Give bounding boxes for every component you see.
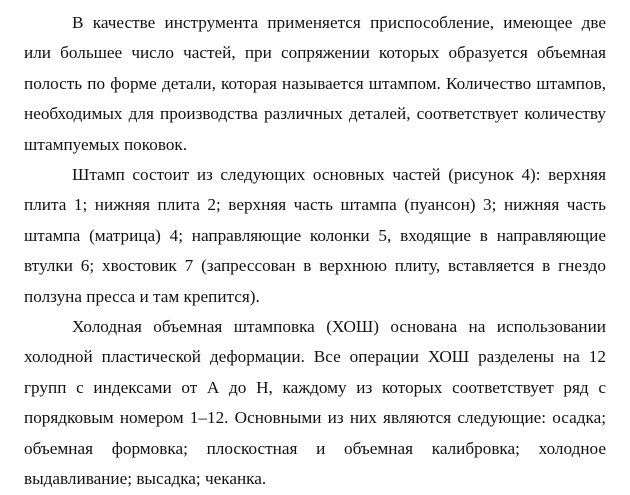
paragraph-stamp-tool: В качестве инструмента применяется приспособление, имеющее две или большее число частей, при сопряжении которых образуется объемная полость по форме детали, которая называется штампом. Количество штампов, необходимых для производства различных деталей, соответствует количеству штампуемых поковок. <box>24 13 606 154</box>
paragraph-cold-stamping: Холодная объемная штамповка (ХОШ) основана на использовании холодной пластической деформации. Все операции ХОШ разделены на 12 групп с индексами от А до Н, каждому из которых соответствует ряд с порядковым номером 1–12. Основными из них являются следующие: осадка; объемная формовка; плоскостная и объемная калибровка; холодное выдавливание; высадка; чеканка. <box>24 317 606 489</box>
paragraph-stamp-parts: Штамп состоит из следующих основных частей (рисунок 4): верхняя плита 1; нижняя плита 2; верхняя часть штампа (пуансон) 3; нижняя часть штампа (матрица) 4; направляющие колонки 5, входящие в направляющие втулки 6; хвостовик 7 (запрессован в верхнюю плиту, вставляется в гнездо ползуна пресса и там крепится). <box>24 165 606 306</box>
